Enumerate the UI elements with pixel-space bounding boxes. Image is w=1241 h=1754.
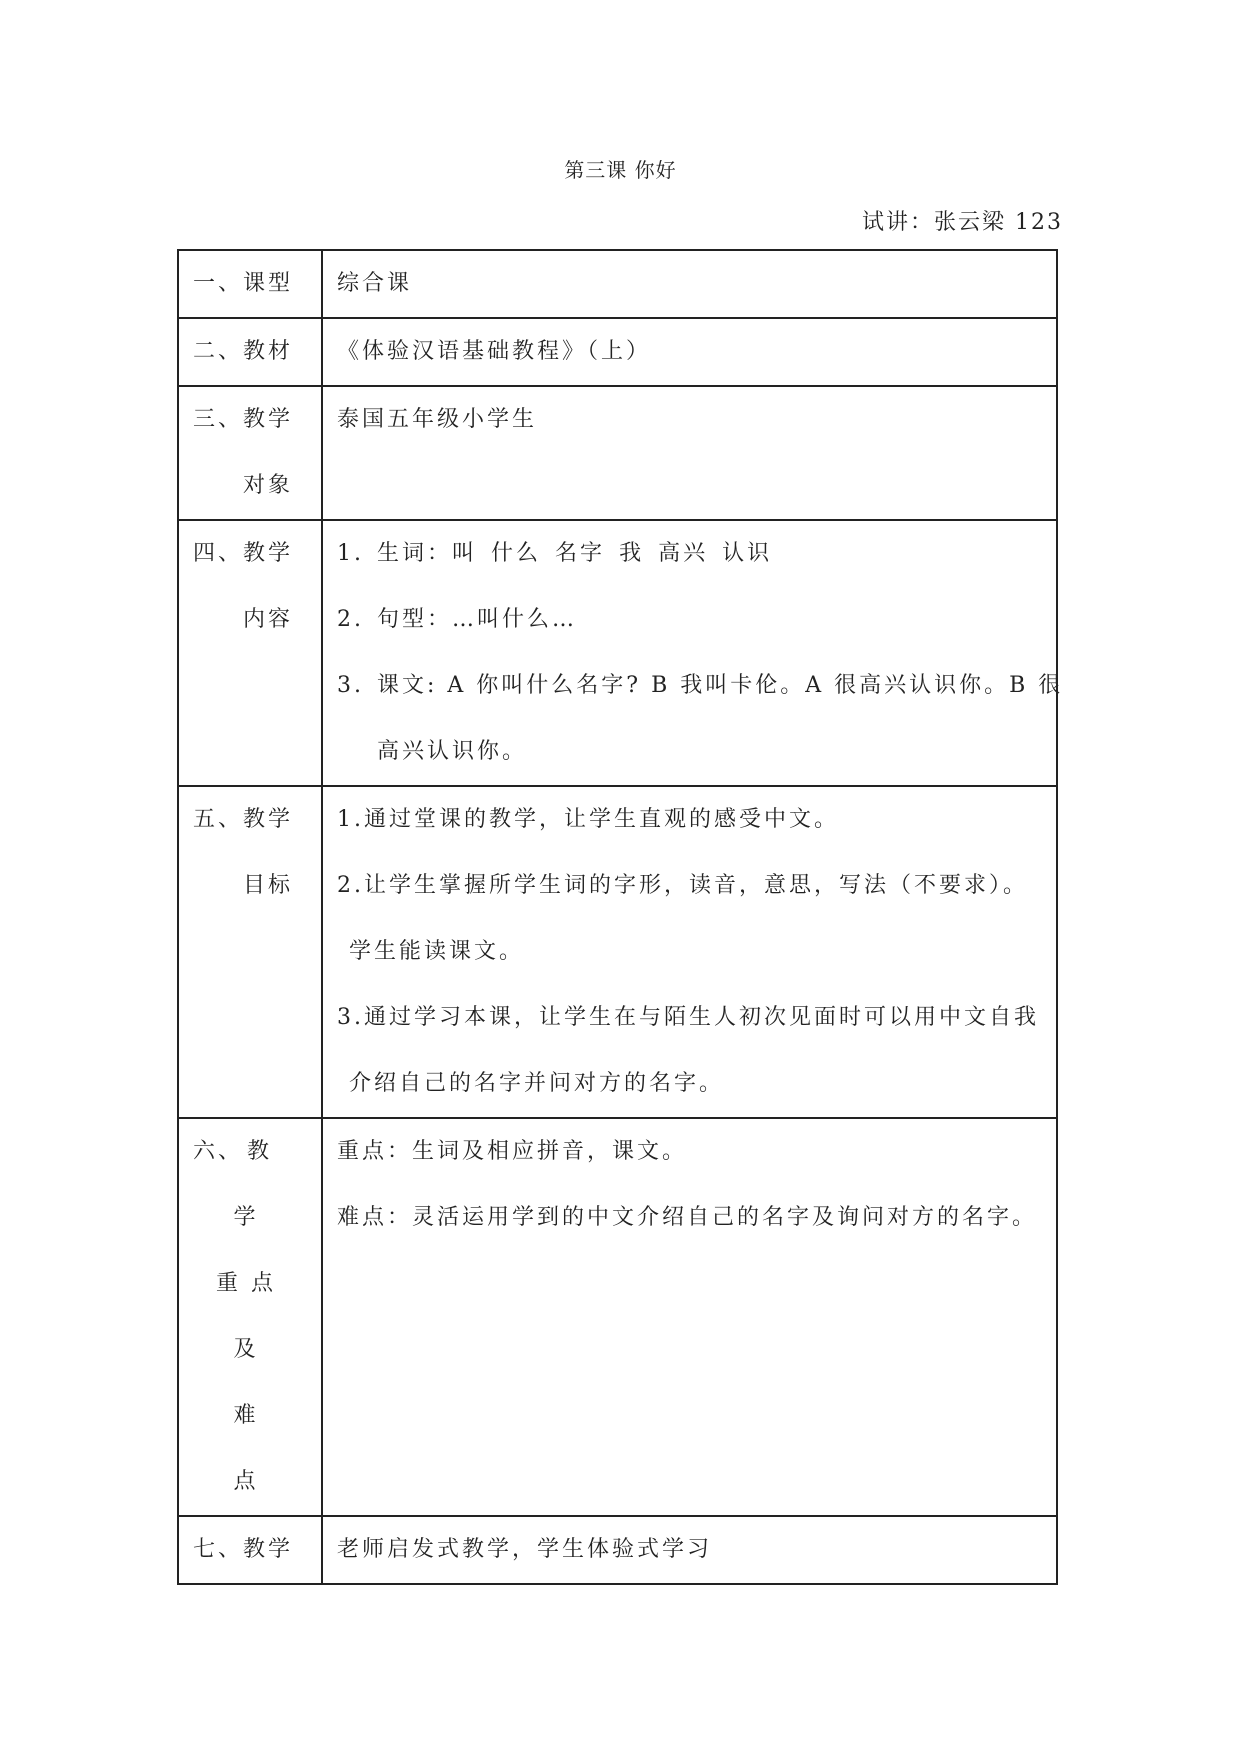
item-number: 2. [337, 607, 364, 632]
vocab-word: 名字 [555, 541, 606, 566]
label-audience-line2: 对象 [243, 473, 294, 498]
lesson-plan-table [177, 249, 1064, 1585]
label-keypoints-a: 六、 [193, 1139, 244, 1164]
content-cell-teaching-method [322, 1516, 1057, 1584]
lesson-type-value: 综合课 [337, 271, 413, 296]
label-keypoints-line2: 学 [233, 1205, 259, 1230]
vocab-word: 什么 [491, 541, 542, 566]
label-keypoints-line1 [179, 1119, 321, 1185]
vocab-word: 高兴 [658, 541, 709, 566]
row-lesson-type [178, 250, 1057, 318]
content-cell-teaching-content [322, 520, 1064, 786]
content-cell-audience [322, 386, 1057, 520]
vocab-word: 叫 [452, 541, 478, 566]
goal-item-2-continuation: 学生能读课文。 [349, 939, 525, 964]
content-cell-textbook [322, 318, 1057, 386]
label-cell-key-points [178, 1118, 322, 1516]
row-teaching-method [178, 1516, 1057, 1584]
content-item-vocabulary [337, 521, 1042, 587]
goal-item-1: 1.通过堂课的教学，让学生直观的感受中文。 [337, 807, 839, 832]
vocab-word: 认识 [722, 541, 773, 566]
label-method: 七、教学 [193, 1537, 294, 1562]
vocab-word: 我 [619, 541, 645, 566]
label-keypoints-line6: 点 [233, 1469, 259, 1494]
sentence-pattern-text: 句型：…叫什么… [377, 607, 578, 632]
label-audience-line1: 三、教学 [193, 407, 294, 432]
teaching-method-value: 老师启发式教学，学生体验式学习 [337, 1537, 713, 1562]
label-content-line2: 内容 [243, 607, 294, 632]
document-title: 第三课 你好 [564, 158, 677, 182]
row-key-difficult-points [178, 1118, 1057, 1516]
label-cell-teaching-method [178, 1516, 322, 1584]
label-lesson-type: 一、课型 [193, 271, 294, 296]
label-textbook: 二、教材 [193, 339, 294, 364]
row-audience [178, 386, 1057, 520]
vocabulary-prefix: 生词： [377, 541, 453, 566]
lecturer-line: 试讲：张云梁 123 [862, 210, 1063, 235]
lesson-text: 课文: A 你叫什么名字? B 我叫卡伦。A 很高兴认识你。B 很 [377, 673, 1064, 698]
item-number: 1. [337, 541, 364, 566]
label-goals-line2: 目标 [243, 873, 294, 898]
label-keypoints-line4: 及 [233, 1337, 259, 1362]
label-cell-lesson-type [178, 250, 322, 318]
goal-item-3-continuation: 介绍自己的名字并问对方的名字。 [349, 1071, 725, 1096]
content-item-text [337, 653, 1064, 719]
lesson-text-continuation: 高兴认识你。 [377, 739, 528, 764]
label-cell-teaching-content [178, 520, 322, 786]
label-keypoints-line5: 难 [233, 1403, 259, 1428]
row-teaching-content [178, 520, 1057, 786]
label-cell-audience [178, 386, 322, 520]
label-cell-teaching-goals [178, 786, 322, 1118]
difficult-point-text: 难点：灵活运用学到的中文介绍自己的名字及询问对方的名字。 [337, 1205, 1038, 1230]
goal-item-3: 3.通过学习本课，让学生在与陌生人初次见面时可以用中文自我 [337, 1005, 1039, 1030]
key-point-text: 重点：生词及相应拼音，课文。 [337, 1139, 688, 1164]
content-item-sentence-pattern [337, 587, 1042, 653]
content-cell-teaching-goals [322, 786, 1057, 1118]
label-cell-textbook [178, 318, 322, 386]
label-keypoints-line3: 重 点 [216, 1271, 276, 1296]
label-goals-line1: 五、教学 [193, 807, 294, 832]
row-teaching-goals [178, 786, 1057, 1118]
item-number: 3. [337, 673, 364, 698]
content-cell-lesson-type [322, 250, 1057, 318]
audience-value: 泰国五年级小学生 [337, 407, 538, 432]
label-keypoints-b: 教 [247, 1139, 273, 1164]
goal-item-2: 2.让学生掌握所学生词的字形，读音，意思，写法（不要求）。 [337, 873, 1028, 898]
content-cell-key-points [322, 1118, 1057, 1516]
label-content-line1: 四、教学 [193, 541, 294, 566]
textbook-value: 《体验汉语基础教程》（上） [337, 339, 652, 364]
row-textbook [178, 318, 1057, 386]
